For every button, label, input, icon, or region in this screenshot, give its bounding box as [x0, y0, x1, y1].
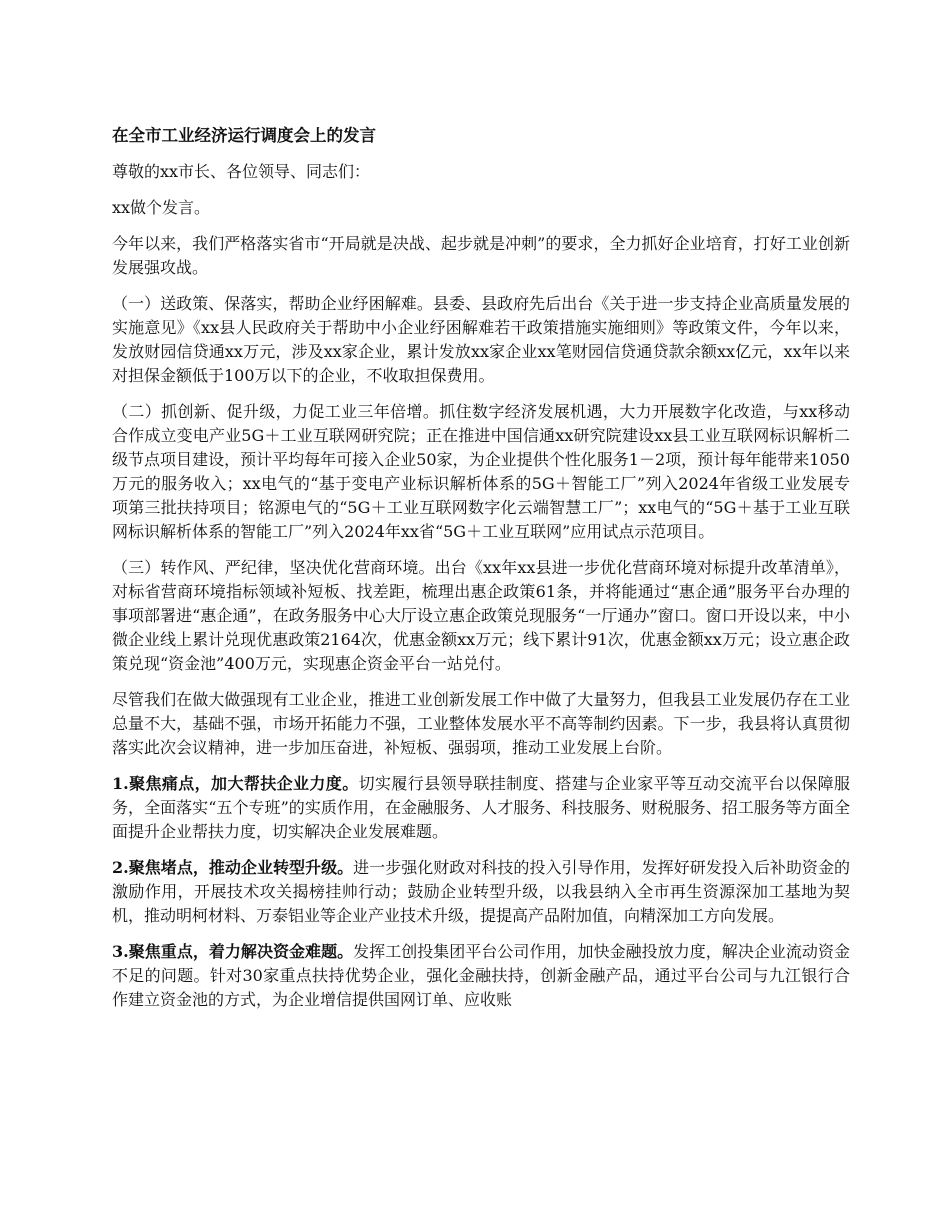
intro-line: xx做个发言。: [112, 198, 211, 217]
measure-lead: 1.聚焦痛点，加大帮扶企业力度。: [112, 774, 359, 793]
paragraph-innovation: （二）抓创新、促升级，力促工业三年倍增。抓住数字经济发展机遇，大力开展数字化改造，与xx移动合作成立变电产业5G＋工业互联网研究院；正在推进中国信通xx研究院建设xx县工业互联网标识解析二级节点项目建设，预计平均每年可接入企业50家，为企业提供个性化服务1－2项，预计每年能带来1050万元的服务收入；xx电气的“基于变电产业标识解析体系的5G＋智能工厂”列入2024年省级工业发展专项第三批扶持项目；铭源电气的“5G＋工业互联网数字化云端智慧工厂”；xx电气的“5G＋基于工业互联网标识解析体系的智能工厂”列入2024年xx省“5G＋工业互联网”应用试点示范项目。: [112, 402, 850, 541]
document-page: [112, 124, 850, 1024]
paragraph-business-environment: （三）转作风、严纪律，坚决优化营商环境。出台《xx年xx县进一步优化营商环境对标提升改革清单》，对标省营商环境指标领域补短板、找差距，梳理出惠企政策61条，并将能通过“惠企通”服务平台办理的事项部署进“惠企通”，在政务服务中心大厅设立惠企政策兑现服务“一厅通办”窗口。窗口开设以来，中小微企业线上累计兑现优惠政策2164次，优惠金额xx万元；线下累计91次，优惠金额xx万元；设立惠企政策兑现“资金池”400万元，实现惠企资金平台一站兑付。: [112, 558, 850, 673]
measure-item: [112, 772, 850, 844]
measure-lead: 2.聚焦堵点，推动企业转型升级。: [112, 858, 354, 877]
measure-text: 进一步强化财政对科技的投入引导作用，发挥好研发投入后补助资金的激励作用，开展技术攻关揭榜挂帅行动；鼓励企业转型升级，以我县纳入全市再生资源深加工基地为契机，推动明柯材料、万泰铝业等企业产业技术升级，提提高产品附加值，向精深加工方向发展。: [112, 858, 850, 925]
measure-text: 发挥工创投集团平台公司作用，加快金融投放力度，解决企业流动资金不足的问题。针对30家重点扶持优势企业，强化金融扶持，创新金融产品，通过平台公司与九江银行合作建立资金池的方式，为企业增信提供国网订单、应收账: [112, 942, 850, 1009]
paragraph-policy: （一）送政策、保落实，帮助企业纾困解难。县委、县政府先后出台《关于进一步支持企业高质量发展的实施意见》《xx县人民政府关于帮助中小企业纾困解难若干政策措施实施细则》等政策文件，今年以来，发放财园信贷通xx万元，涉及xx家企业，累计发放xx家企业xx笔财园信贷通贷款余额xx亿元，xx年以来对担保金额低于100万以下的企业，不收取担保费用。: [112, 294, 850, 385]
document-title: 在全市工业经济运行调度会上的发言: [112, 126, 376, 145]
measure-item: [112, 940, 850, 1012]
measure-lead: 3.聚焦重点，着力解决资金难题。: [112, 942, 354, 961]
paragraph-next-steps: 尽管我们在做大做强现有工业企业，推进工业创新发展工作中做了大量努力，但我县工业发展仍存在工业总量不大，基础不强，市场开拓能力不强，工业整体发展水平不高等制约因素。下一步，我县将认真贯彻落实此次会议精神，进一步加压奋进，补短板、强弱项，推动工业发展上台阶。: [112, 690, 850, 757]
measure-item: [112, 856, 850, 928]
salutation: 尊敬的xx市长、各位领导、同志们：: [112, 162, 371, 181]
paragraph-overview: 今年以来，我们严格落实省市“开局就是决战、起步就是冲刺”的要求，全力抓好企业培育，打好工业创新发展强攻战。: [112, 234, 850, 277]
measure-text: 切实履行县领导联挂制度、搭建与企业家平等互动交流平台以保障服务，全面落实“五个专班”的实质作用，在金融服务、人才服务、科技服务、财税服务、招工服务等方面全面提升企业帮扶力度，切实解决企业发展难题。: [112, 774, 850, 841]
